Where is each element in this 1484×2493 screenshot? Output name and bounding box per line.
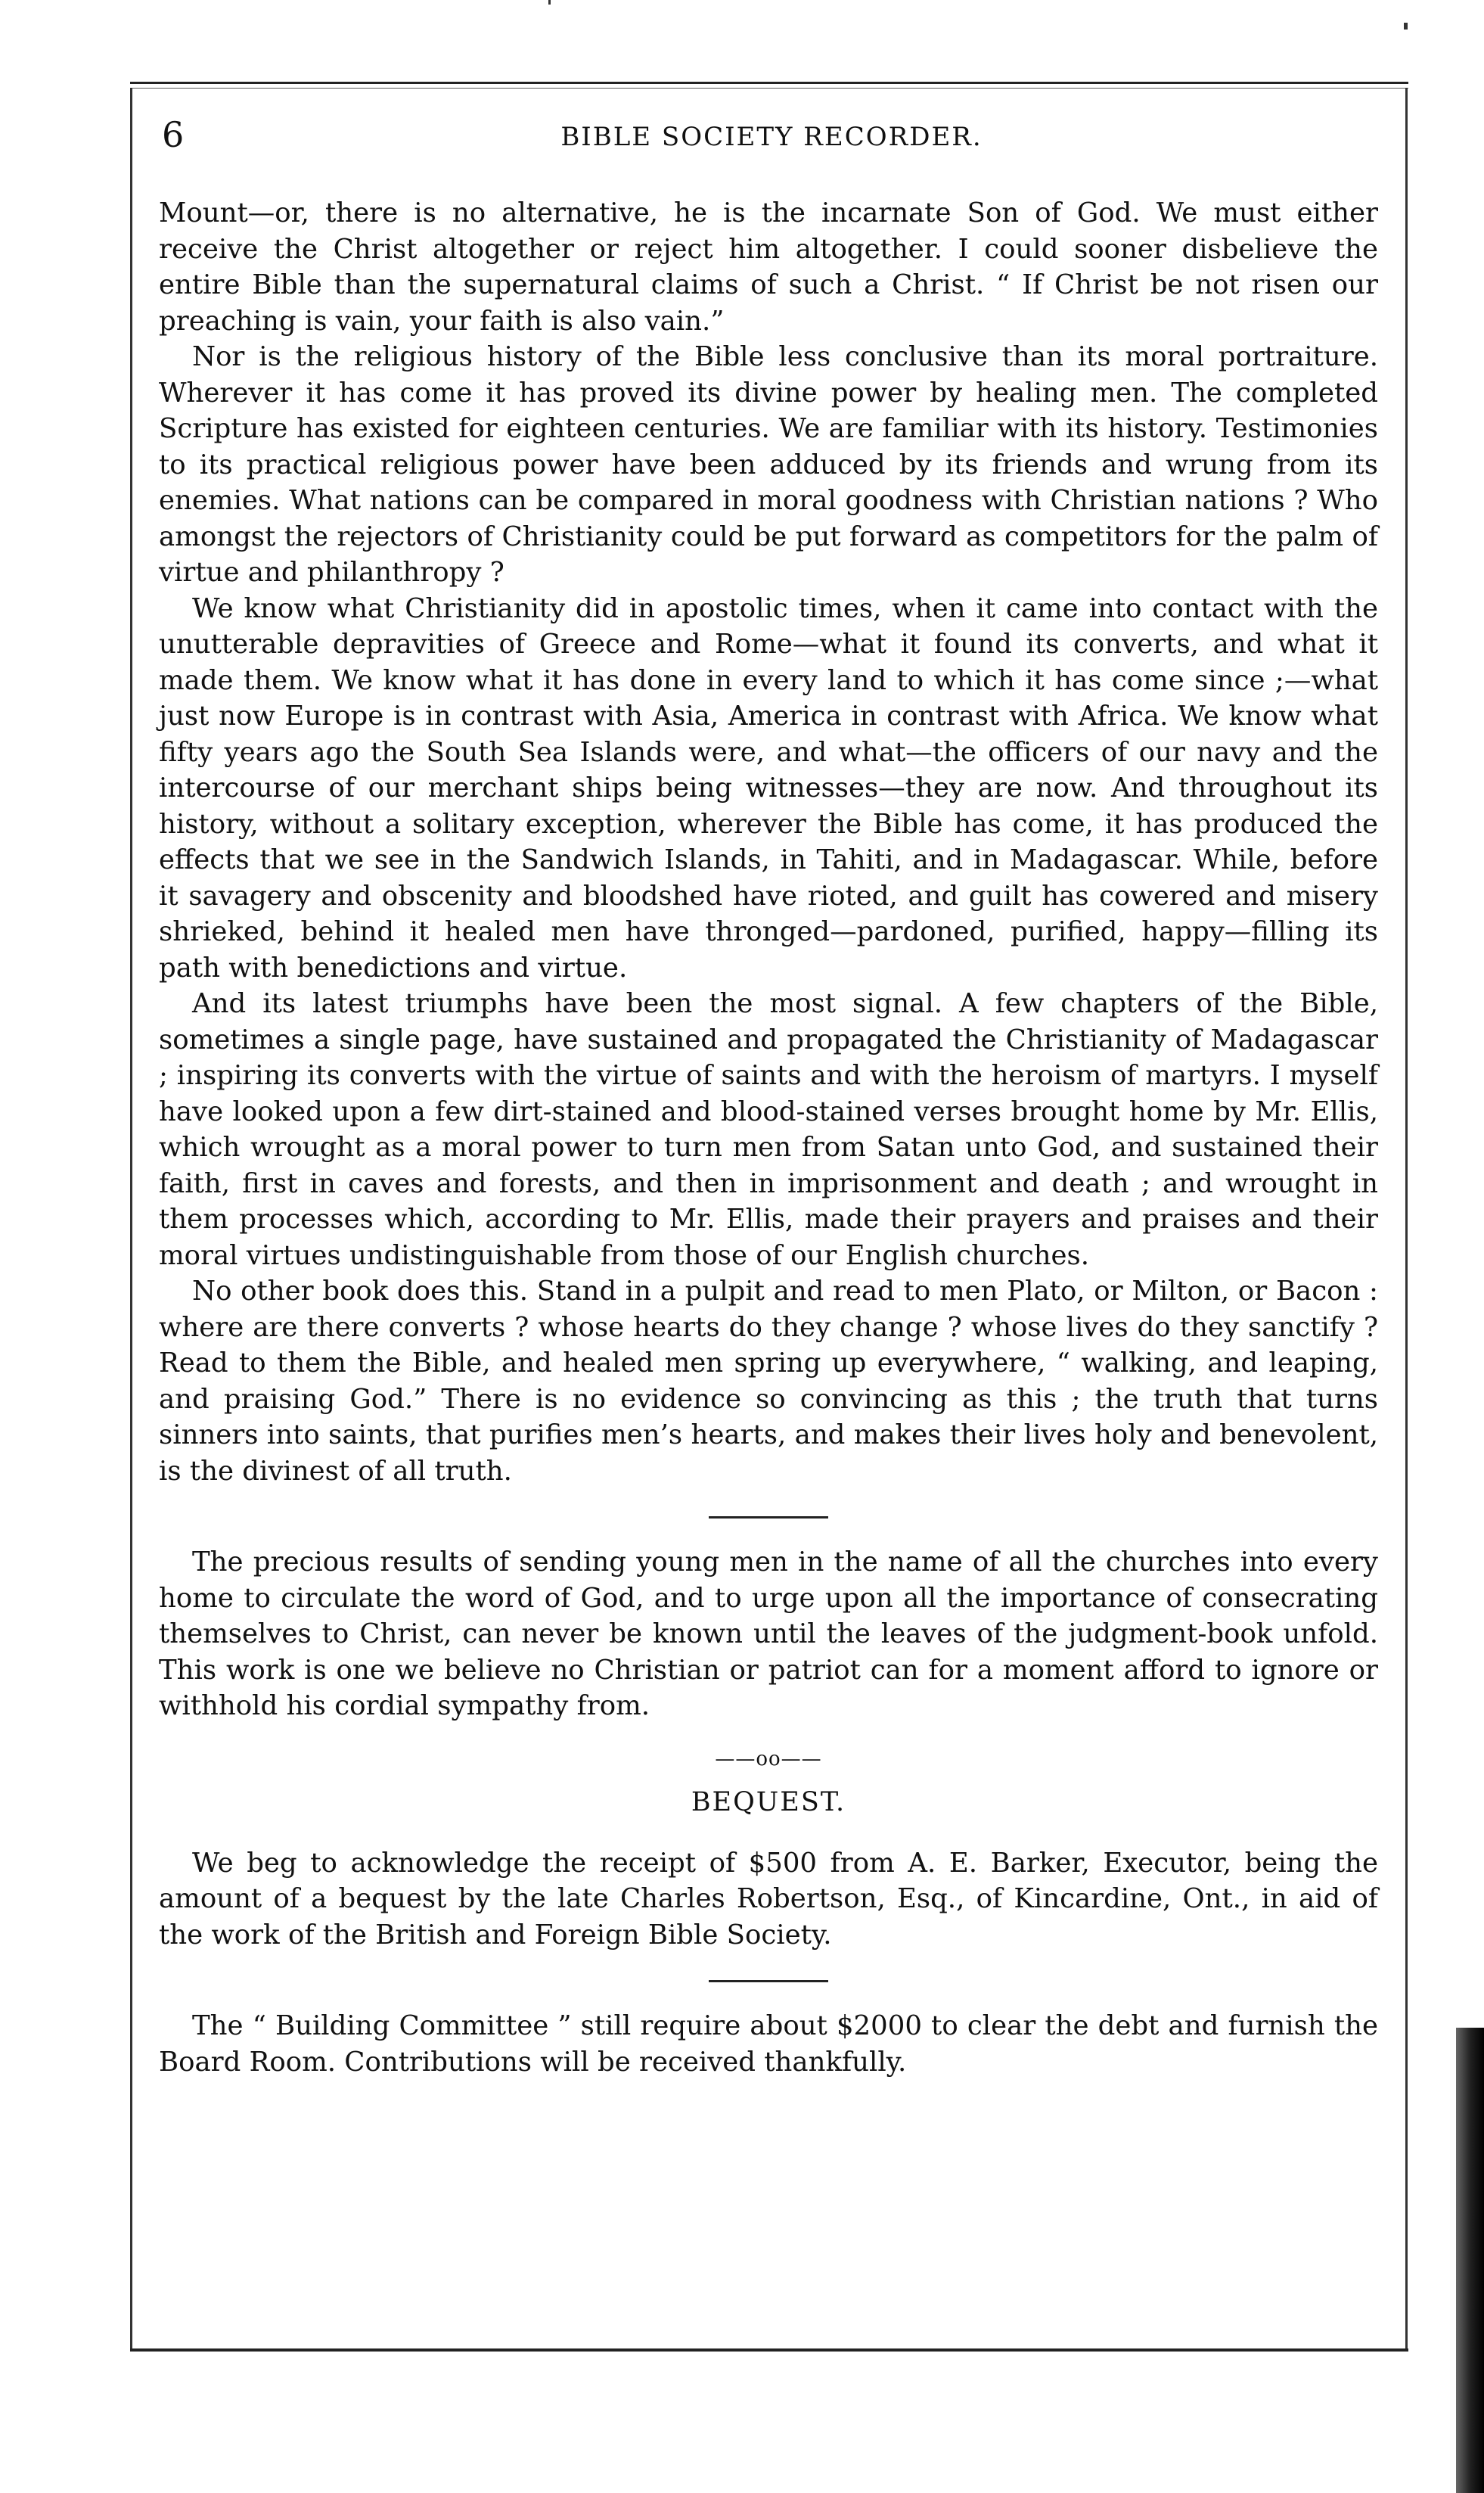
article-paragraph: Mount—or, there is no alternative, he is the incarnate Son of God. We must either receive the Christ altogether or reject him altogether. I could sooner disbelieve the entire Bible than the supernatural claims of such a Christ. “ If Christ be not risen our preaching is vain, your faith is also vain.” — [159, 197, 1378, 337]
ink-speck — [548, 0, 551, 5]
ink-speck — [1404, 23, 1408, 30]
notice-paragraph: The precious results of sending young men in the name of all the churches into every home to circulate the word of God, and to urge upon all the importance of consecrating themselves to Christ, can never be known until the leaves of the judgment-book unfold. This work is one we believe no Christian or patriot can for a moment afford to ignore or withhold his cordial sympathy from. — [159, 1546, 1378, 1721]
right-frame-line — [1405, 88, 1408, 2350]
article-paragraph: No other book does this. Stand in a pulpit and read to men Plato, or Milton, or Bacon : where are there converts ? whose hearts do they change ? whose lives do they sanctify ? Read to them the Bible, and healed men spring up everywhere, “ walking, and leaping, and praising God.” There is no evidence so convincing as this ; the truth that turns sinners into saints, that purifies men’s hearts, and makes their lives holy and benevolent, is the divinest of all truth. — [159, 1276, 1378, 1487]
page-content — [159, 195, 1378, 2080]
running-title: BIBLE SOCIETY RECORDER. — [560, 122, 983, 152]
scan-edge-shadow — [1456, 2028, 1484, 2493]
building-notice-paragraph: The “ Building Committee ” still require about $2000 to clear the debt and furnish the Board Room. Contributions will be received thankfully. — [159, 2010, 1378, 2078]
top-rule — [130, 82, 1408, 84]
top-rule-inner — [130, 88, 1408, 89]
page-number: 6 — [162, 114, 185, 155]
ornament-divider: ——oo—— — [715, 1747, 822, 1770]
section-divider — [709, 1980, 828, 1982]
article-paragraph: We know what Christianity did in apostolic times, when it came into contact with the unutterable depravities of Greece and Rome—what it found its converts, and what it made them. We know what it has done in every land to which it has come since ;—what just now Europe is in contrast with Asia, America in contrast with Africa. We know what fifty years ago the South Sea Islands were, and what—the officers of our navy and the intercourse of our merchant ships being witnesses—they are now. And throughout its history, without a solitary exception, wherever the Bible has come, it has produced the effects that we see in the Sandwich Islands, in Tahiti, and in Madagascar. While, before it savagery and obscenity and bloodshed have rioted, and guilt has cowered and misery shrieked, behind it healed men have thronged—pardoned, purified, happy—filling its path with benedictions and virtue. — [159, 592, 1378, 984]
bequest-heading: BEQUEST. — [691, 1786, 846, 1817]
section-divider — [709, 1516, 828, 1518]
page-header — [159, 113, 1384, 166]
left-frame-line — [130, 88, 132, 2350]
article-paragraph: Nor is the religious history of the Bible less conclusive than its moral portraiture. Wherever it has come it has proved its divine power by healing men. The completed Scripture has existed for eighteen centuries. We are familiar with its history. Testimonies to its practical religious power have been adduced by its friends and wrung from its enemies. What nations can be compared in moral goodness with Christian nations ? Who amongst the rejectors of Christianity could be put forward as competitors for the palm of virtue and philanthropy ? — [159, 341, 1378, 588]
article-paragraph: And its latest triumphs have been the most signal. A few chapters of the Bible, sometimes a single page, have sustained and propagated the Christianity of Madagascar ; inspiring its converts with the virtue of saints and with the heroism of martyrs. I myself have looked upon a few dirt-stained and blood-stained verses brought home by Mr. Ellis, which wrought as a moral power to turn men from Satan unto God, and sustained their faith, first in caves and forests, and then in imprisonment and death ; and wrought in them processes which, according to Mr. Ellis, made their prayers and praises and their moral virtues undistinguishable from those of our English churches. — [159, 988, 1378, 1271]
bottom-rule — [130, 2348, 1408, 2352]
bequest-paragraph: We beg to acknowledge the receipt of $500 from A. E. Barker, Executor, being the amount of a bequest by the late Charles Robertson, Esq., of Kincardine, Ont., in aid of the work of the British and Foreign Bible Society. — [159, 1847, 1378, 1951]
